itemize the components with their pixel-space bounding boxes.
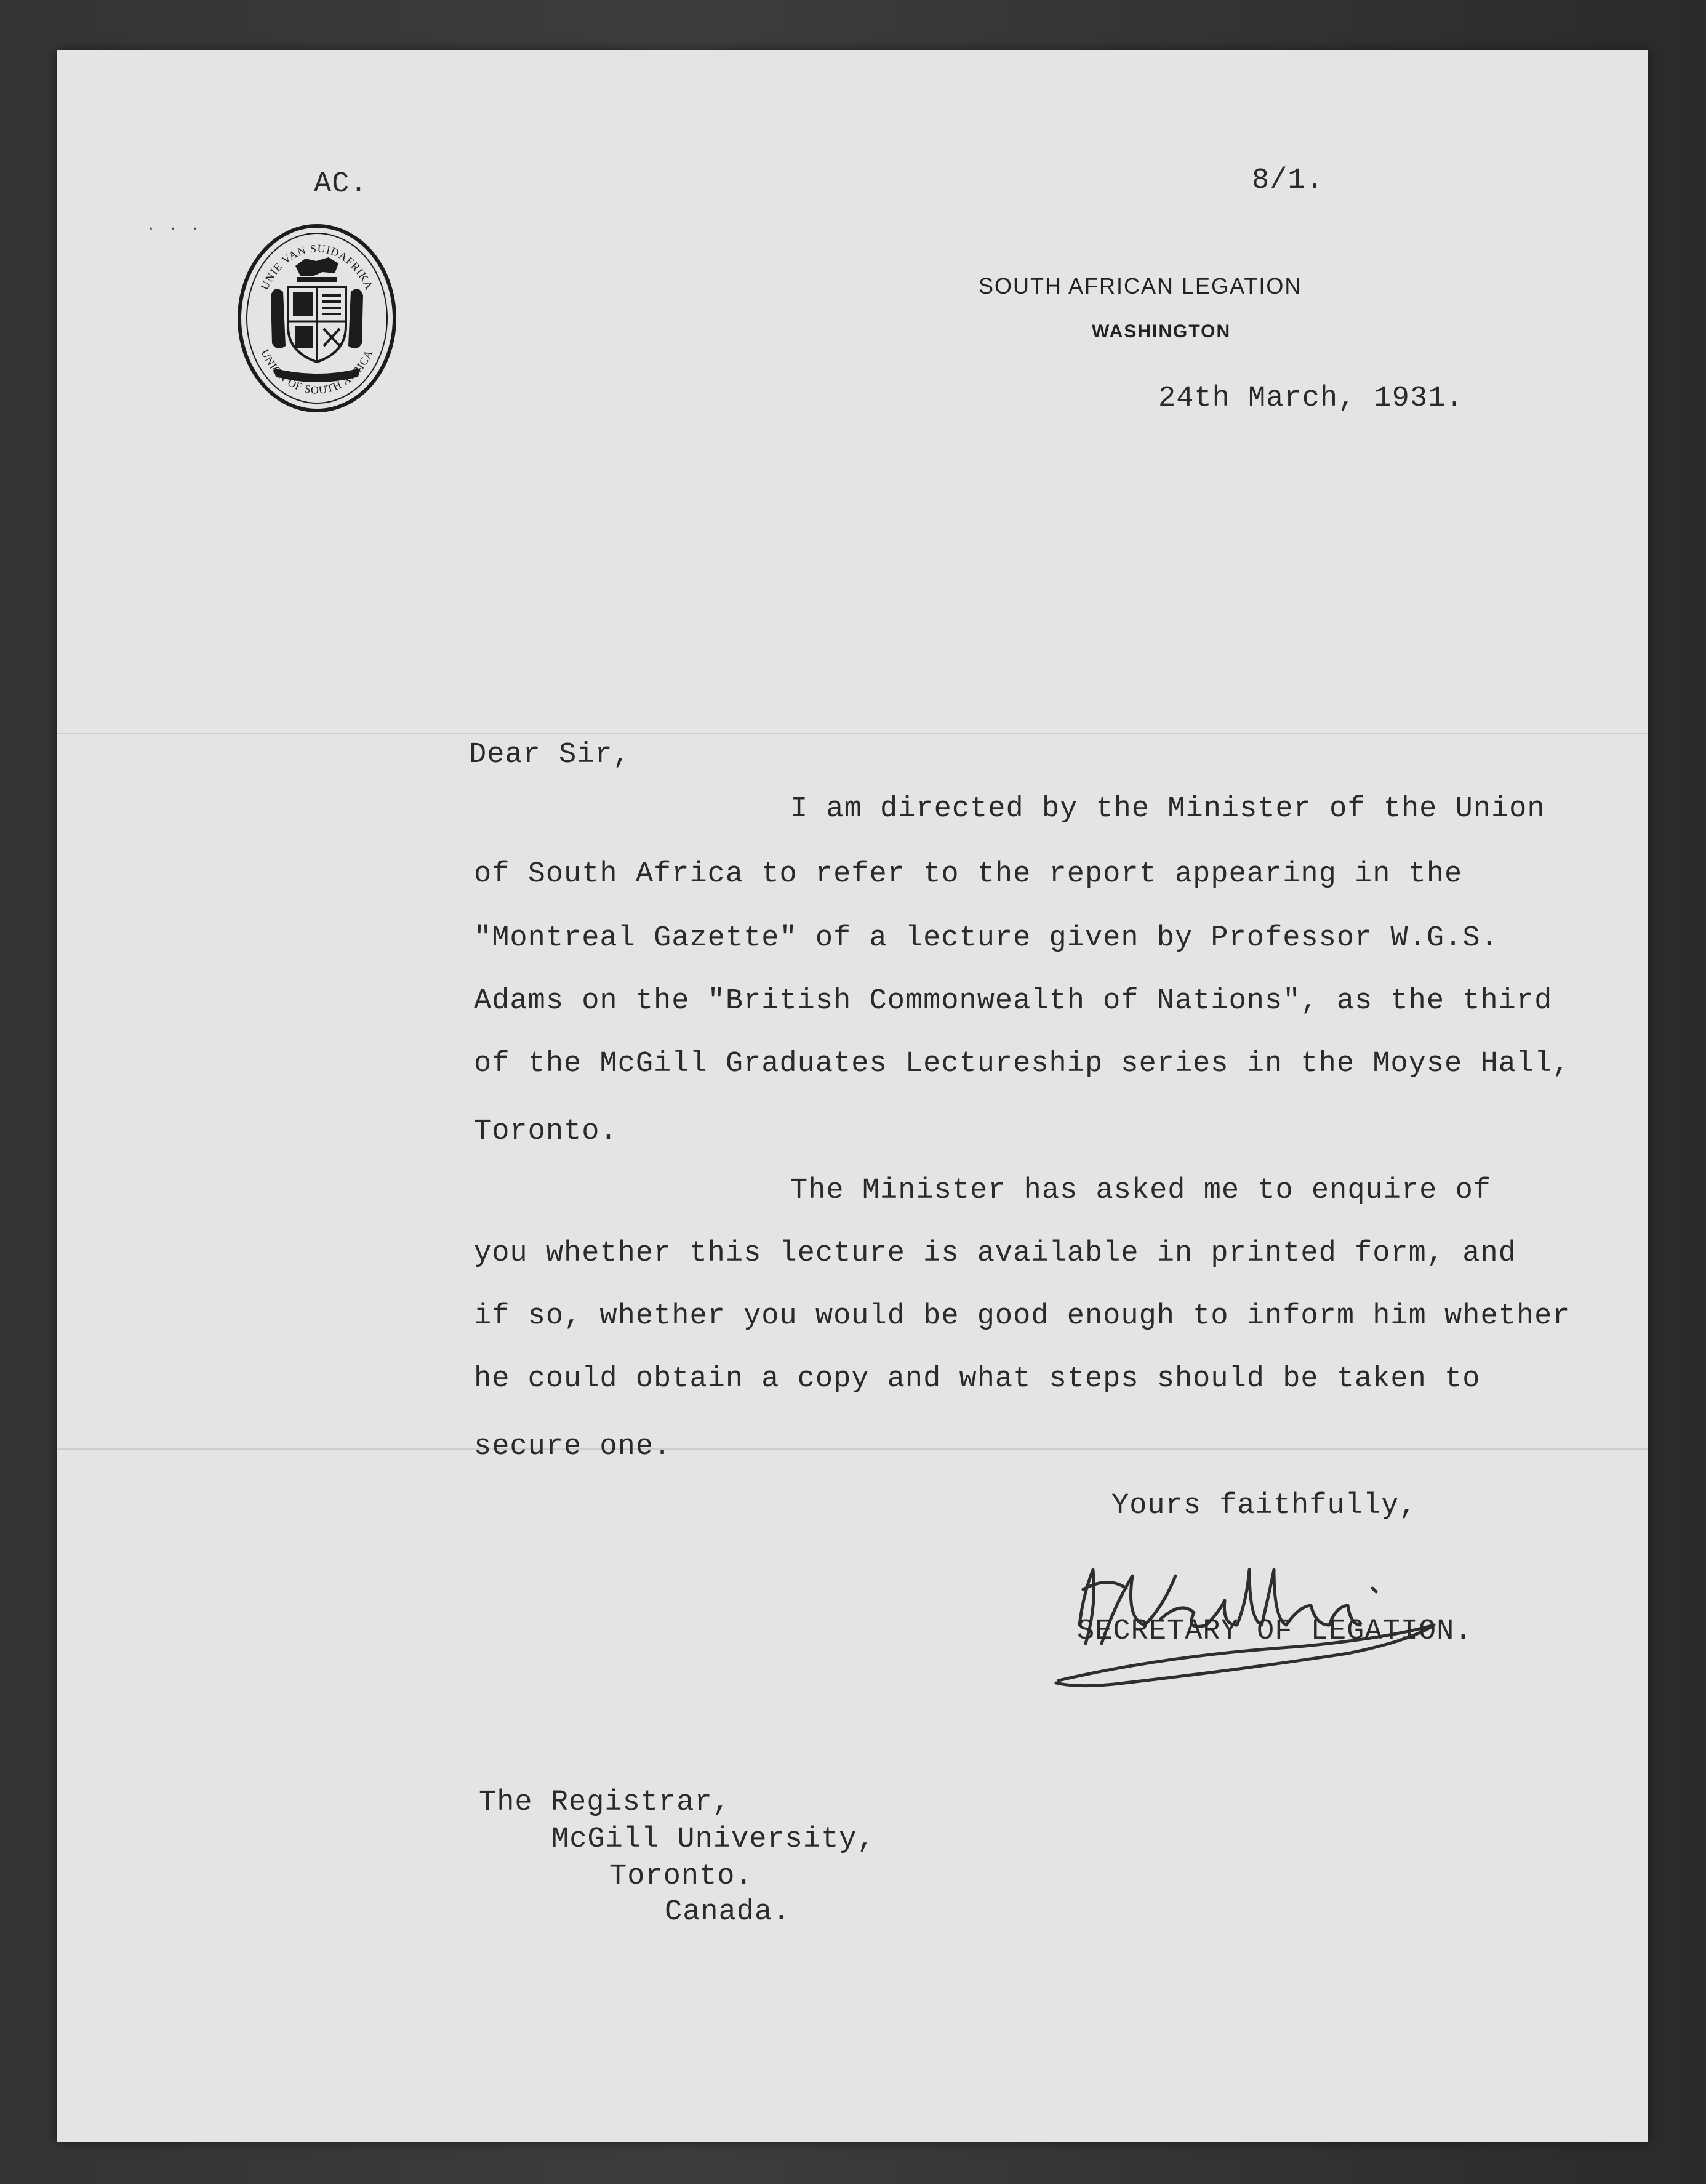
body-line: of the McGill Graduates Lectureship series in the Moyse Hall, (474, 1048, 1571, 1080)
signer-title: SECRETARY OF LEGATION. (1077, 1615, 1473, 1648)
fold-line-upper (57, 733, 1648, 734)
stray-marks: · · · (145, 219, 201, 240)
body-line: you whether this lecture is available in printed form, and (474, 1237, 1516, 1270)
svg-text:UNIE VAN SUIDAFRIKA: UNIE VAN SUIDAFRIKA (258, 242, 376, 292)
letter-date: 24th March, 1931. (1158, 382, 1464, 415)
coat-of-arms-seal-icon (236, 223, 398, 414)
reference-right: 8/1. (1252, 164, 1324, 197)
letterhead-city: WASHINGTON (1092, 321, 1231, 342)
recipient-line: McGill University, (551, 1823, 875, 1856)
body-line: I am directed by the Minister of the Union (790, 793, 1545, 825)
body-line: Toronto. (474, 1115, 618, 1148)
svg-text:UNION OF SOUTH AFRICA: UNION OF SOUTH AFRICA (258, 347, 375, 396)
closing: Yours faithfully, (1111, 1490, 1417, 1522)
reference-left: AC. (314, 168, 368, 201)
body-line: Adams on the "British Commonwealth of Nations", as the third (474, 985, 1553, 1018)
recipient-line: The Registrar, (479, 1786, 731, 1819)
letterhead-organization: SOUTH AFRICAN LEGATION (979, 273, 1302, 299)
handwritten-signature (1040, 1533, 1446, 1693)
body-line: he could obtain a copy and what steps should be taken to (474, 1363, 1481, 1395)
body-line: secure one. (474, 1431, 672, 1463)
fold-line-lower (57, 1448, 1648, 1450)
recipient-line: Toronto. (609, 1860, 753, 1893)
body-line: of South Africa to refer to the report appearing in the (474, 858, 1463, 891)
body-line: The Minister has asked me to enquire of (790, 1174, 1491, 1207)
body-line: if so, whether you would be good enough to inform him whether (474, 1300, 1571, 1333)
body-line: "Montreal Gazette" of a lecture given by Professor W.G.S. (474, 922, 1499, 955)
recipient-line: Canada. (665, 1896, 791, 1929)
salutation: Dear Sir, (469, 739, 631, 771)
